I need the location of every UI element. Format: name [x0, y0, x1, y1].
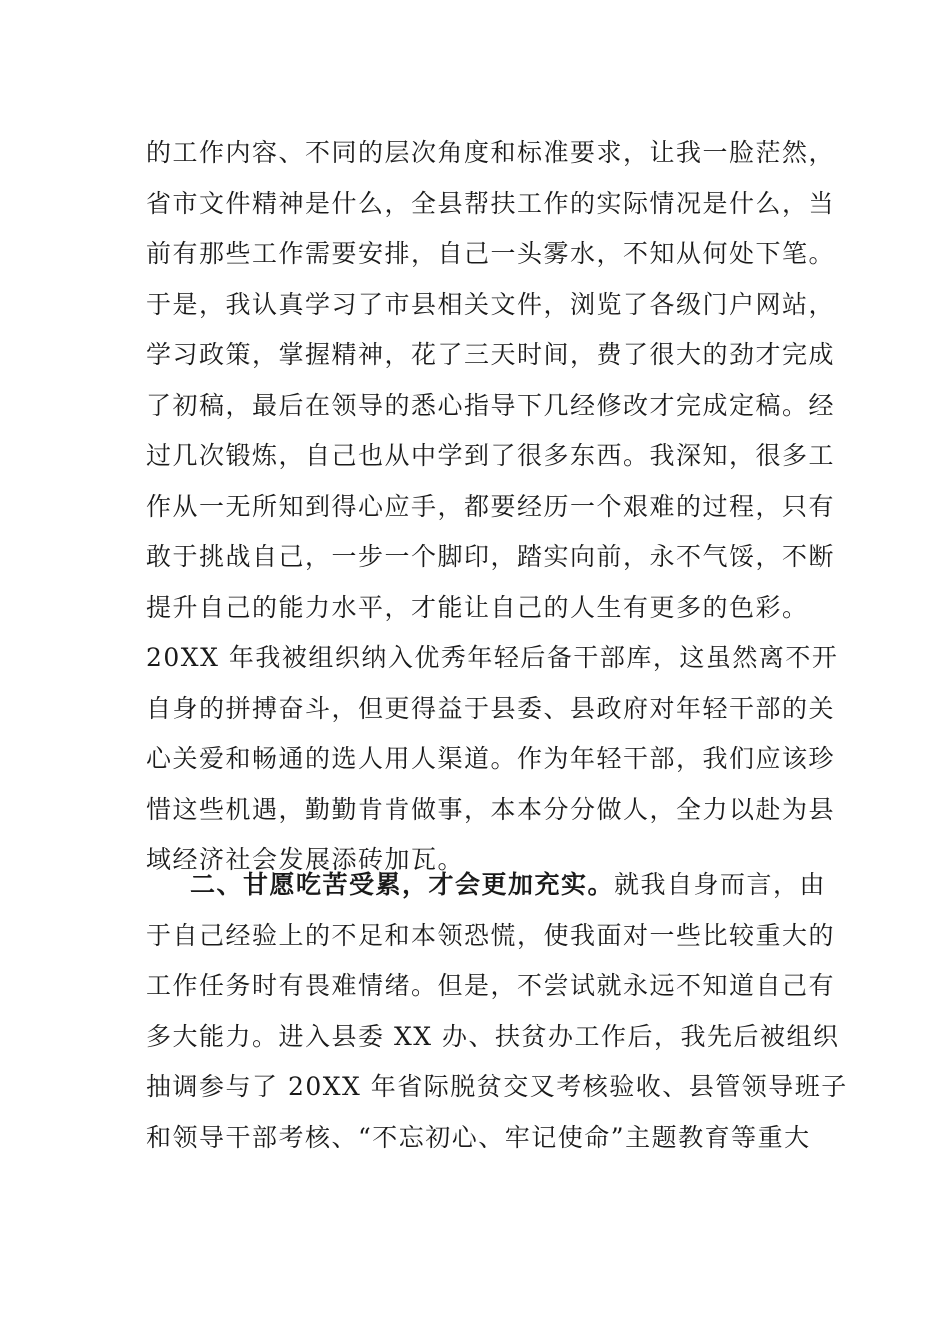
text-line: 惜这些机遇，勤勤肯肯做事，本本分分做人，全力以赴为县 — [146, 794, 836, 824]
text-line: 敢于挑战自己，一步一个脚印，踏实向前，永不气馁，不断 — [146, 542, 836, 571]
text-line: 的工作内容、不同的层次角度和标准要求，让我一脸茫然， — [146, 138, 836, 167]
text-line: 前有那些工作需要安排，自己一头雾水，不知从何处下笔。 — [146, 239, 836, 268]
text-line: 作从一无所知到得心应手，都要经历一个艰难的过程，只有 — [146, 491, 836, 521]
text-line: 省市文件精神是什么，全县帮扶工作的实际情况是什么，当 — [146, 188, 836, 218]
text-line: 和领导干部考核、“不忘初心、牢记使命”主题教育等重大 — [146, 1122, 811, 1152]
text-line: 学习政策，掌握精神，花了三天时间，费了很大的劲才完成 — [146, 340, 836, 369]
paragraph-section-two — [146, 860, 848, 1163]
text-line: 多大能力。进入县委 XX 办、扶贫办工作后，我先后被组织 — [146, 1021, 840, 1051]
text-line: 自身的拼搏奋斗，但更得益于县委、县政府对年轻干部的关 — [146, 693, 836, 723]
text-line: 了初稿，最后在领导的悉心指导下几经修改才完成定稿。经 — [146, 390, 836, 420]
section-heading-rest: 就我自身而言，由 — [614, 870, 827, 899]
text-line: 抽调参与了 20XX 年省际脱贫交叉考核验收、县管领导班子 — [146, 1072, 848, 1101]
text-line: 于是，我认真学习了市县相关文件，浏览了各级门户网站， — [146, 289, 836, 319]
section-first-line — [146, 860, 827, 911]
text-line: 域经济社会发展添砖加瓦。 — [146, 845, 465, 874]
text-line: 心关爱和畅通的选人用人渠道。作为年轻干部，我们应该珍 — [146, 744, 836, 773]
text-line: 于自己经验上的不足和本领恐慌，使我面对一些比较重大的 — [146, 920, 836, 950]
text-line: 20XX 年我被组织纳入优秀年轻后备干部库，这虽然离不开 — [146, 643, 839, 672]
section-heading: 二、甘愿吃苦受累，才会更加充实。 — [190, 870, 615, 899]
text-line: 过几次锻炼，自己也从中学到了很多东西。我深知，很多工 — [146, 441, 836, 470]
text-line: 提升自己的能力水平，才能让自己的人生有更多的色彩。 — [146, 592, 809, 622]
text-line: 工作任务时有畏难情绪。但是，不尝试就永远不知道自己有 — [146, 971, 836, 1000]
